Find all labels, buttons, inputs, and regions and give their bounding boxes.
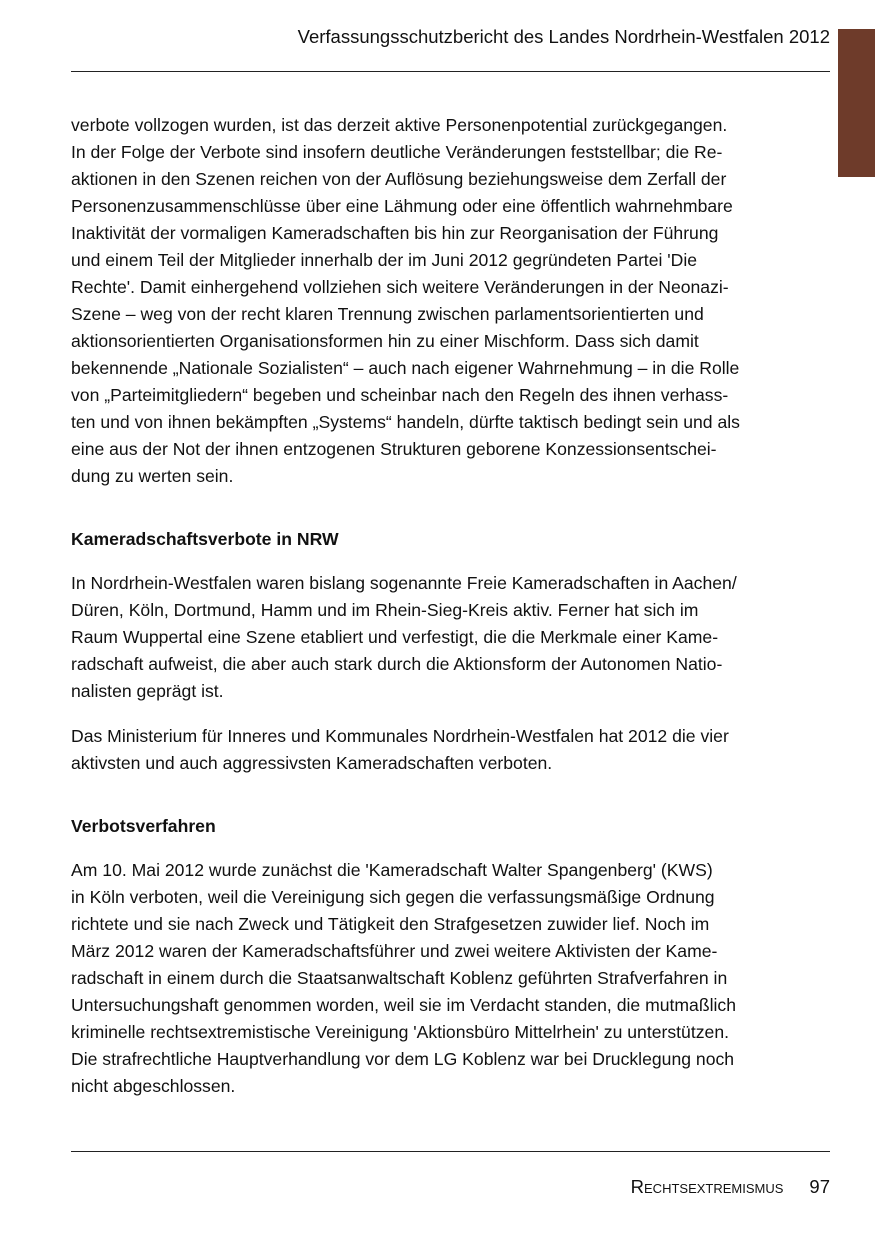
- text-line: von „Parteimitgliedern“ begeben und scheinbar nach den Regeln des ihnen verhass-: [71, 385, 729, 405]
- page-footer: [71, 1175, 830, 1199]
- text-line: aktionsorientierten Organisationsformen hin zu einer Mischform. Dass sich damit: [71, 331, 699, 351]
- text-line: bekennende „Nationale Sozialisten“ – auch nach eigener Wahrnehmung – in die Rolle: [71, 358, 740, 378]
- paragraph: [71, 570, 791, 705]
- text-line: nicht abgeschlossen.: [71, 1076, 236, 1096]
- chapter-tab-marker: [838, 29, 875, 177]
- text-line: richtete und sie nach Zweck und Tätigkeit den Strafgesetzen zuwider lief. Noch im: [71, 914, 710, 934]
- text-line: Raum Wuppertal eine Szene etabliert und verfestigt, die die Merkmale einer Kame-: [71, 627, 719, 647]
- text-line: aktionen in den Szenen reichen von der Auflösung beziehungsweise dem Zerfall der: [71, 169, 727, 189]
- text-line: Die strafrechtliche Hauptverhandlung vor dem LG Koblenz war bei Drucklegung noch: [71, 1049, 735, 1069]
- text-line: radschaft in einem durch die Staatsanwaltschaft Koblenz geführten Strafverfahren in: [71, 968, 728, 988]
- text-line: Inaktivität der vormaligen Kameradschaften bis hin zur Reorganisation der Führung: [71, 223, 719, 243]
- text-line: verbote vollzogen wurden, ist das derzeit aktive Personenpotential zurückgegangen.: [71, 115, 728, 135]
- page-number: 97: [809, 1176, 830, 1197]
- text-line: Szene – weg von der recht klaren Trennung zwischen parlamentsorientierten und: [71, 304, 704, 324]
- paragraph: [71, 857, 791, 1100]
- text-line: dung zu werten sein.: [71, 466, 234, 486]
- text-line: Personenzusammenschlüsse über eine Lähmung oder eine öffentlich wahrnehmbare: [71, 196, 733, 216]
- text-line: Düren, Köln, Dortmund, Hamm und im Rhein-Sieg-Kreis aktiv. Ferner hat sich im: [71, 600, 699, 620]
- header-rule: [71, 71, 830, 72]
- section-heading: Kameradschaftsverbote in NRW: [71, 529, 339, 549]
- footer-section-name: Rechtsextremismus: [630, 1176, 784, 1197]
- text-line: Das Ministerium für Inneres und Kommunales Nordrhein-Westfalen hat 2012 die vier: [71, 726, 729, 746]
- footer-rule: [71, 1151, 830, 1152]
- text-line: ten und von ihnen bekämpften „Systems“ handeln, dürfte taktisch bedingt sein und als: [71, 412, 740, 432]
- section-heading: Verbotsverfahren: [71, 816, 216, 836]
- text-line: Am 10. Mai 2012 wurde zunächst die 'Kameradschaft Walter Spangenberg' (KWS): [71, 860, 713, 880]
- text-line: in Köln verboten, weil die Vereinigung sich gegen die verfassungsmäßige Ordnung: [71, 887, 715, 907]
- text-line: Rechte'. Damit einhergehend vollziehen sich weitere Veränderungen in der Neonazi-: [71, 277, 729, 297]
- text-line: Untersuchungshaft genommen worden, weil sie im Verdacht standen, die mutmaßlich: [71, 995, 736, 1015]
- paragraph: [71, 112, 791, 490]
- page-body: [71, 112, 791, 1100]
- running-header-title: Verfassungsschutzbericht des Landes Nordrhein-Westfalen 2012: [297, 26, 830, 47]
- text-line: aktivsten und auch aggressivsten Kameradschaften verboten.: [71, 753, 553, 773]
- text-line: In der Folge der Verbote sind insofern deutliche Veränderungen feststellbar; die Re-: [71, 142, 723, 162]
- text-line: radschaft aufweist, die aber auch stark durch die Aktionsform der Autonomen Natio-: [71, 654, 723, 674]
- text-line: kriminelle rechtsextremistische Vereinigung 'Aktionsbüro Mittelrhein' zu unterstützen.: [71, 1022, 729, 1042]
- text-line: nalisten geprägt ist.: [71, 681, 224, 701]
- text-line: und einem Teil der Mitglieder innerhalb der im Juni 2012 gegründeten Partei 'Die: [71, 250, 698, 270]
- text-line: In Nordrhein-Westfalen waren bislang sogenannte Freie Kameradschaften in Aachen/: [71, 573, 737, 593]
- text-line: März 2012 waren der Kameradschaftsführer und zwei weitere Aktivisten der Kame-: [71, 941, 718, 961]
- paragraph: [71, 723, 791, 777]
- text-line: eine aus der Not der ihnen entzogenen Strukturen geborene Konzessionsentschei-: [71, 439, 717, 459]
